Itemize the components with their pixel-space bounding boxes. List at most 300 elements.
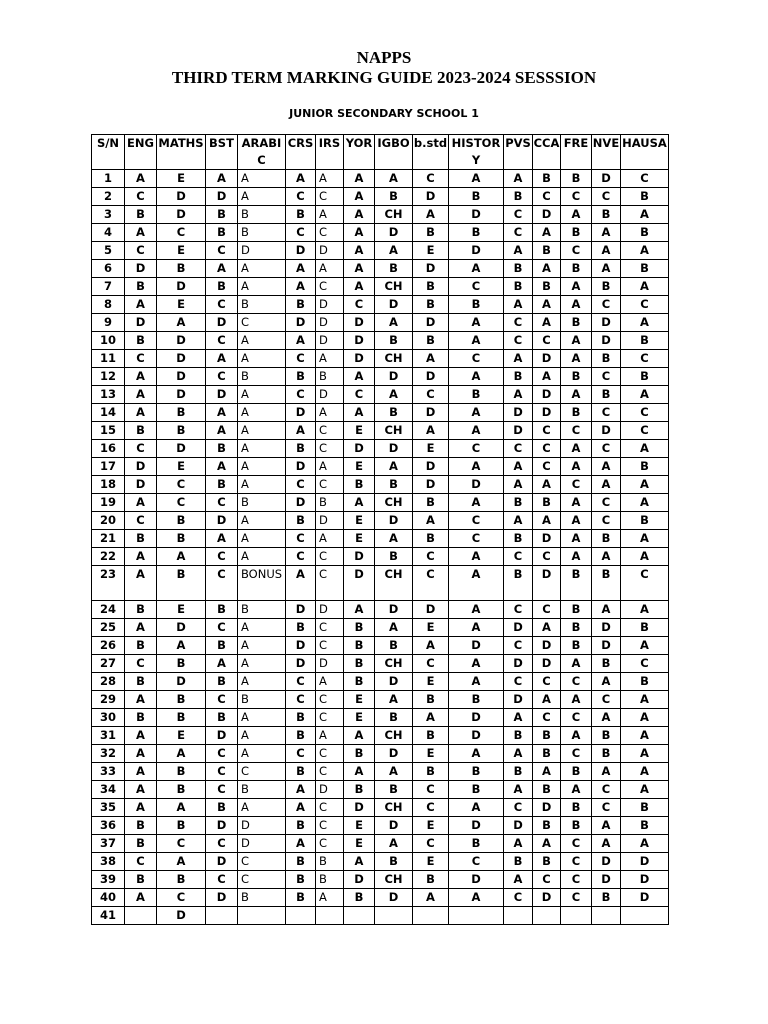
question-number-cell: 32 xyxy=(92,745,125,763)
table-row xyxy=(92,494,669,512)
answer-cell xyxy=(344,907,375,925)
answer-cell: CH xyxy=(375,655,413,673)
answer-cell: A xyxy=(561,440,592,458)
class-subtitle: JUNIOR SECONDARY SCHOOL 1 xyxy=(289,107,479,120)
answer-cell: A xyxy=(375,458,413,476)
answer-cell: C xyxy=(286,350,316,368)
answer-cell: B xyxy=(561,170,592,188)
answer-cell: A xyxy=(206,350,238,368)
answer-cell: C xyxy=(125,188,157,206)
answer-cell: B xyxy=(413,296,449,314)
answer-cell: D xyxy=(206,727,238,745)
answer-cell: D xyxy=(344,350,375,368)
column-header: IRS xyxy=(316,135,344,170)
answer-cell: A xyxy=(592,709,621,727)
answer-cell: B xyxy=(504,278,533,296)
answer-cell: D xyxy=(504,619,533,637)
answer-cell: A xyxy=(449,404,504,422)
answer-cell: A xyxy=(125,781,157,799)
answer-cell: C xyxy=(157,835,206,853)
answer-cell: A xyxy=(561,530,592,548)
answer-cell: B xyxy=(157,781,206,799)
answer-cell: A xyxy=(286,332,316,350)
answer-cell: B xyxy=(125,637,157,655)
answer-cell: B xyxy=(592,566,621,601)
answer-cell: B xyxy=(561,817,592,835)
answer-cell: A xyxy=(533,224,561,242)
answer-cell: B xyxy=(413,224,449,242)
answer-cell: D xyxy=(413,314,449,332)
answer-cell: E xyxy=(157,242,206,260)
answer-cell: B xyxy=(157,404,206,422)
answer-cell: E xyxy=(413,619,449,637)
answer-cell: B xyxy=(316,871,344,889)
question-number-cell: 8 xyxy=(92,296,125,314)
answer-cell: B xyxy=(157,422,206,440)
question-number-cell: 33 xyxy=(92,763,125,781)
answer-cell: A xyxy=(125,494,157,512)
answer-cell: C xyxy=(504,673,533,691)
answer-cell: C xyxy=(286,224,316,242)
answer-cell: A xyxy=(125,404,157,422)
answer-cell: D xyxy=(504,422,533,440)
answer-cell: E xyxy=(413,673,449,691)
answer-cell: C xyxy=(533,601,561,619)
answer-cell: E xyxy=(157,458,206,476)
answer-cell: A xyxy=(449,422,504,440)
answer-cell: C xyxy=(206,763,238,781)
question-number-cell: 35 xyxy=(92,799,125,817)
answer-cell: A xyxy=(125,224,157,242)
answer-cell: A xyxy=(533,296,561,314)
answer-cell: C xyxy=(206,691,238,709)
answer-cell: A xyxy=(413,422,449,440)
answer-cell: A xyxy=(449,548,504,566)
answer-cell: C xyxy=(125,440,157,458)
answer-cell: A xyxy=(344,763,375,781)
table-row xyxy=(92,566,669,601)
answer-cell: A xyxy=(157,799,206,817)
answer-cell: B xyxy=(621,817,669,835)
table-row xyxy=(92,368,669,386)
answer-cell: A xyxy=(621,763,669,781)
table-row xyxy=(92,691,669,709)
question-number-cell: 1 xyxy=(92,170,125,188)
answer-cell: A xyxy=(375,619,413,637)
table-row xyxy=(92,458,669,476)
answer-cell: B xyxy=(286,368,316,386)
answer-cell: A xyxy=(125,763,157,781)
answer-cell: C xyxy=(504,889,533,907)
answer-cell: C xyxy=(561,745,592,763)
answer-cell: C xyxy=(449,440,504,458)
answer-cell: B xyxy=(561,404,592,422)
answer-cell: D xyxy=(286,637,316,655)
answer-cell: D xyxy=(125,458,157,476)
answer-cell: B xyxy=(561,637,592,655)
answer-cell: A xyxy=(344,853,375,871)
answer-cell: B xyxy=(157,709,206,727)
answer-cell: A xyxy=(561,655,592,673)
answer-cell: D xyxy=(316,601,344,619)
answer-cell: D xyxy=(286,655,316,673)
answer-cell: C xyxy=(504,440,533,458)
answer-cell: C xyxy=(413,386,449,404)
answer-cell: A xyxy=(206,530,238,548)
answer-cell: B xyxy=(375,260,413,278)
answer-cell: A xyxy=(316,404,344,422)
answer-cell: A xyxy=(533,260,561,278)
answer-cell: A xyxy=(561,350,592,368)
answer-cell: B xyxy=(375,781,413,799)
answer-cell: CH xyxy=(375,566,413,601)
answer-cell: D xyxy=(316,296,344,314)
answer-cell: D xyxy=(449,727,504,745)
answer-cell: A xyxy=(238,709,286,727)
question-number-cell: 3 xyxy=(92,206,125,224)
answer-cell: B xyxy=(286,727,316,745)
answer-cell: D xyxy=(206,386,238,404)
answer-cell: E xyxy=(157,170,206,188)
answer-cell: E xyxy=(157,601,206,619)
answer-cell: B xyxy=(286,512,316,530)
answer-cell: B xyxy=(413,871,449,889)
answer-cell: B xyxy=(344,745,375,763)
answer-cell: A xyxy=(344,368,375,386)
answer-cell: A xyxy=(621,386,669,404)
answer-cell: C xyxy=(206,619,238,637)
answer-cell: A xyxy=(621,314,669,332)
answer-cell: A xyxy=(286,170,316,188)
answer-cell: A xyxy=(533,835,561,853)
answer-cell: A xyxy=(504,781,533,799)
answer-cell: A xyxy=(375,386,413,404)
answer-cell: A xyxy=(206,170,238,188)
answer-cell: A xyxy=(286,422,316,440)
answer-cell: D xyxy=(157,619,206,637)
answer-cell: B xyxy=(375,404,413,422)
answer-cell: C xyxy=(561,673,592,691)
answer-cell xyxy=(533,907,561,925)
answer-cell: B xyxy=(206,476,238,494)
answer-cell: C xyxy=(621,170,669,188)
answer-cell: D xyxy=(449,817,504,835)
answer-cell: D xyxy=(533,655,561,673)
answer-cell: C xyxy=(449,350,504,368)
answer-cell: B xyxy=(316,853,344,871)
answer-cell xyxy=(286,907,316,925)
answer-cell: D xyxy=(413,188,449,206)
answer-cell: E xyxy=(413,242,449,260)
answer-cell: B xyxy=(286,763,316,781)
answer-cell: B xyxy=(344,673,375,691)
answer-cell: B xyxy=(238,691,286,709)
answer-cell: A xyxy=(533,691,561,709)
column-header: S/N xyxy=(92,135,125,170)
answer-cell: B xyxy=(533,745,561,763)
answer-cell: A xyxy=(504,296,533,314)
answer-cell: A xyxy=(561,512,592,530)
answer-cell: A xyxy=(125,799,157,817)
answer-cell: A xyxy=(125,727,157,745)
answer-cell: A xyxy=(238,530,286,548)
answer-cell: D xyxy=(449,637,504,655)
answer-cell: A xyxy=(344,260,375,278)
answer-cell: A xyxy=(621,781,669,799)
answer-cell: A xyxy=(238,458,286,476)
answer-cell: C xyxy=(592,512,621,530)
answer-cell: A xyxy=(561,691,592,709)
answer-cell: A xyxy=(125,691,157,709)
answer-cell: B xyxy=(413,278,449,296)
answer-cell: A xyxy=(621,637,669,655)
answer-cell: C xyxy=(504,548,533,566)
answer-cell: B xyxy=(286,889,316,907)
answer-cell: A xyxy=(125,368,157,386)
question-number-cell: 22 xyxy=(92,548,125,566)
answer-cell: C xyxy=(621,655,669,673)
answer-cell: B xyxy=(125,673,157,691)
column-header: NVE xyxy=(592,135,621,170)
answer-cell: D xyxy=(413,601,449,619)
answer-cell: A xyxy=(344,224,375,242)
answer-cell: E xyxy=(344,709,375,727)
answer-cell: A xyxy=(125,296,157,314)
answer-cell: D xyxy=(157,332,206,350)
answer-cell: B xyxy=(286,206,316,224)
answer-cell: B xyxy=(375,332,413,350)
answer-cell: CH xyxy=(375,871,413,889)
answer-cell: B xyxy=(238,368,286,386)
answer-cell: A xyxy=(533,763,561,781)
answer-cell: D xyxy=(157,386,206,404)
answer-cell: A xyxy=(621,548,669,566)
answer-cell: B xyxy=(504,494,533,512)
answer-cell: D xyxy=(621,853,669,871)
answer-cell: C xyxy=(316,548,344,566)
answer-cell: C xyxy=(592,404,621,422)
answer-cell: D xyxy=(533,530,561,548)
answer-cell xyxy=(206,907,238,925)
answer-cell: C xyxy=(504,799,533,817)
answer-cell: C xyxy=(592,188,621,206)
answer-cell: D xyxy=(449,206,504,224)
table-row xyxy=(92,188,669,206)
answer-cell: D xyxy=(533,206,561,224)
answer-cell: C xyxy=(125,512,157,530)
answer-cell: B xyxy=(344,637,375,655)
answer-cell: A xyxy=(592,458,621,476)
answer-cell: A xyxy=(344,242,375,260)
answer-cell: A xyxy=(316,458,344,476)
table-row xyxy=(92,224,669,242)
table-row xyxy=(92,781,669,799)
answer-cell: A xyxy=(504,871,533,889)
answer-cell: A xyxy=(125,566,157,601)
answer-cell: D xyxy=(449,709,504,727)
answer-cell: B xyxy=(504,853,533,871)
answer-cell: A xyxy=(316,673,344,691)
answer-cell: C xyxy=(592,296,621,314)
answer-cell: A xyxy=(157,314,206,332)
answer-cell: D xyxy=(375,601,413,619)
answer-cell: B xyxy=(449,224,504,242)
question-number-cell: 12 xyxy=(92,368,125,386)
answer-cell: D xyxy=(316,655,344,673)
table-row xyxy=(92,817,669,835)
answer-cell: C xyxy=(286,673,316,691)
answer-cell: D xyxy=(592,314,621,332)
answer-cell: A xyxy=(238,619,286,637)
table-row xyxy=(92,260,669,278)
table-row xyxy=(92,853,669,871)
answer-cell: A xyxy=(533,368,561,386)
answer-cell: A xyxy=(344,404,375,422)
question-number-cell: 17 xyxy=(92,458,125,476)
answer-cell: A xyxy=(238,512,286,530)
answer-cell: E xyxy=(413,853,449,871)
table-row xyxy=(92,440,669,458)
answer-cell: C xyxy=(533,332,561,350)
answer-cell: B xyxy=(206,278,238,296)
answer-cell: E xyxy=(157,727,206,745)
answer-cell: B xyxy=(316,368,344,386)
answer-cell: B xyxy=(344,655,375,673)
answer-cell: C xyxy=(286,745,316,763)
answer-cell: B xyxy=(533,853,561,871)
question-number-cell: 24 xyxy=(92,601,125,619)
answer-cell: B xyxy=(504,530,533,548)
answer-cell: B xyxy=(592,655,621,673)
table-row xyxy=(92,763,669,781)
answer-cell: B xyxy=(561,763,592,781)
answer-cell: E xyxy=(344,458,375,476)
table-row xyxy=(92,548,669,566)
answer-cell: B xyxy=(206,601,238,619)
answer-cell: B xyxy=(621,188,669,206)
answer-cell: B xyxy=(592,727,621,745)
answer-cell: B xyxy=(375,709,413,727)
answer-cell: C xyxy=(504,224,533,242)
column-header: HAUSA xyxy=(621,135,669,170)
answer-cell: A xyxy=(413,709,449,727)
answer-cell: C xyxy=(206,781,238,799)
column-header: CCA xyxy=(533,135,561,170)
answer-cell: C xyxy=(316,745,344,763)
answer-cell: A xyxy=(621,601,669,619)
table-row xyxy=(92,745,669,763)
question-number-cell: 26 xyxy=(92,637,125,655)
answer-cell: B xyxy=(206,799,238,817)
answer-cell: D xyxy=(344,871,375,889)
answer-cell: A xyxy=(592,763,621,781)
table-row xyxy=(92,476,669,494)
answer-cell: D xyxy=(592,853,621,871)
question-number-cell: 9 xyxy=(92,314,125,332)
answer-cell: B xyxy=(286,817,316,835)
table-row xyxy=(92,709,669,727)
column-header: PVS xyxy=(504,135,533,170)
answer-cell: A xyxy=(316,206,344,224)
answer-cell: C xyxy=(286,548,316,566)
answer-cell: B xyxy=(238,889,286,907)
question-number-cell: 40 xyxy=(92,889,125,907)
answer-cell: D xyxy=(375,368,413,386)
answer-cell: D xyxy=(533,350,561,368)
answer-cell: A xyxy=(206,458,238,476)
answer-cell: B xyxy=(286,296,316,314)
question-number-cell: 19 xyxy=(92,494,125,512)
answer-cell: A xyxy=(449,799,504,817)
answer-cell: D xyxy=(533,386,561,404)
answer-cell: A xyxy=(561,727,592,745)
answer-cell: A xyxy=(561,458,592,476)
answer-cell: C xyxy=(238,314,286,332)
answer-cell: E xyxy=(413,745,449,763)
answer-cell: D xyxy=(413,458,449,476)
answer-cell: A xyxy=(449,619,504,637)
table-row xyxy=(92,422,669,440)
answer-cell: E xyxy=(344,530,375,548)
answer-cell: A xyxy=(238,548,286,566)
answer-cell: C xyxy=(449,278,504,296)
answer-cell: B xyxy=(592,278,621,296)
answer-cell: E xyxy=(157,296,206,314)
answer-cell: C xyxy=(125,853,157,871)
answer-cell: CH xyxy=(375,422,413,440)
answer-cell: C xyxy=(206,242,238,260)
answer-cell: C xyxy=(286,476,316,494)
answer-cell: A xyxy=(206,655,238,673)
answer-cell: A xyxy=(316,727,344,745)
question-number-cell: 34 xyxy=(92,781,125,799)
answer-cell: E xyxy=(344,691,375,709)
answer-cell: A xyxy=(157,745,206,763)
answer-cell: B xyxy=(621,224,669,242)
answer-cell: B xyxy=(125,530,157,548)
answer-cell: C xyxy=(316,817,344,835)
answer-cell: A xyxy=(504,458,533,476)
answer-cell: B xyxy=(621,332,669,350)
answer-cell: B xyxy=(533,817,561,835)
answer-cell: B xyxy=(592,530,621,548)
answer-cell: C xyxy=(592,494,621,512)
answer-cell: A xyxy=(238,386,286,404)
answer-cell: D xyxy=(316,386,344,404)
answer-cell: D xyxy=(316,332,344,350)
answer-cell: C xyxy=(561,871,592,889)
answer-cell xyxy=(621,907,669,925)
answer-cell: A xyxy=(125,548,157,566)
answer-cell: C xyxy=(286,530,316,548)
answer-cell: B xyxy=(375,853,413,871)
answer-cell: A xyxy=(286,566,316,601)
answer-cell: A xyxy=(375,835,413,853)
answer-cell: A xyxy=(238,727,286,745)
answer-cell: A xyxy=(621,709,669,727)
answer-cell: B xyxy=(125,601,157,619)
answer-cell: E xyxy=(413,817,449,835)
answer-cell: B xyxy=(533,242,561,260)
answer-cell: B xyxy=(238,224,286,242)
answer-cell: B xyxy=(504,368,533,386)
answer-cell: C xyxy=(286,386,316,404)
answer-cell: A xyxy=(533,476,561,494)
answer-cell: A xyxy=(449,673,504,691)
answer-cell: C xyxy=(316,278,344,296)
answer-cell: C xyxy=(533,709,561,727)
answer-cell: C xyxy=(206,871,238,889)
